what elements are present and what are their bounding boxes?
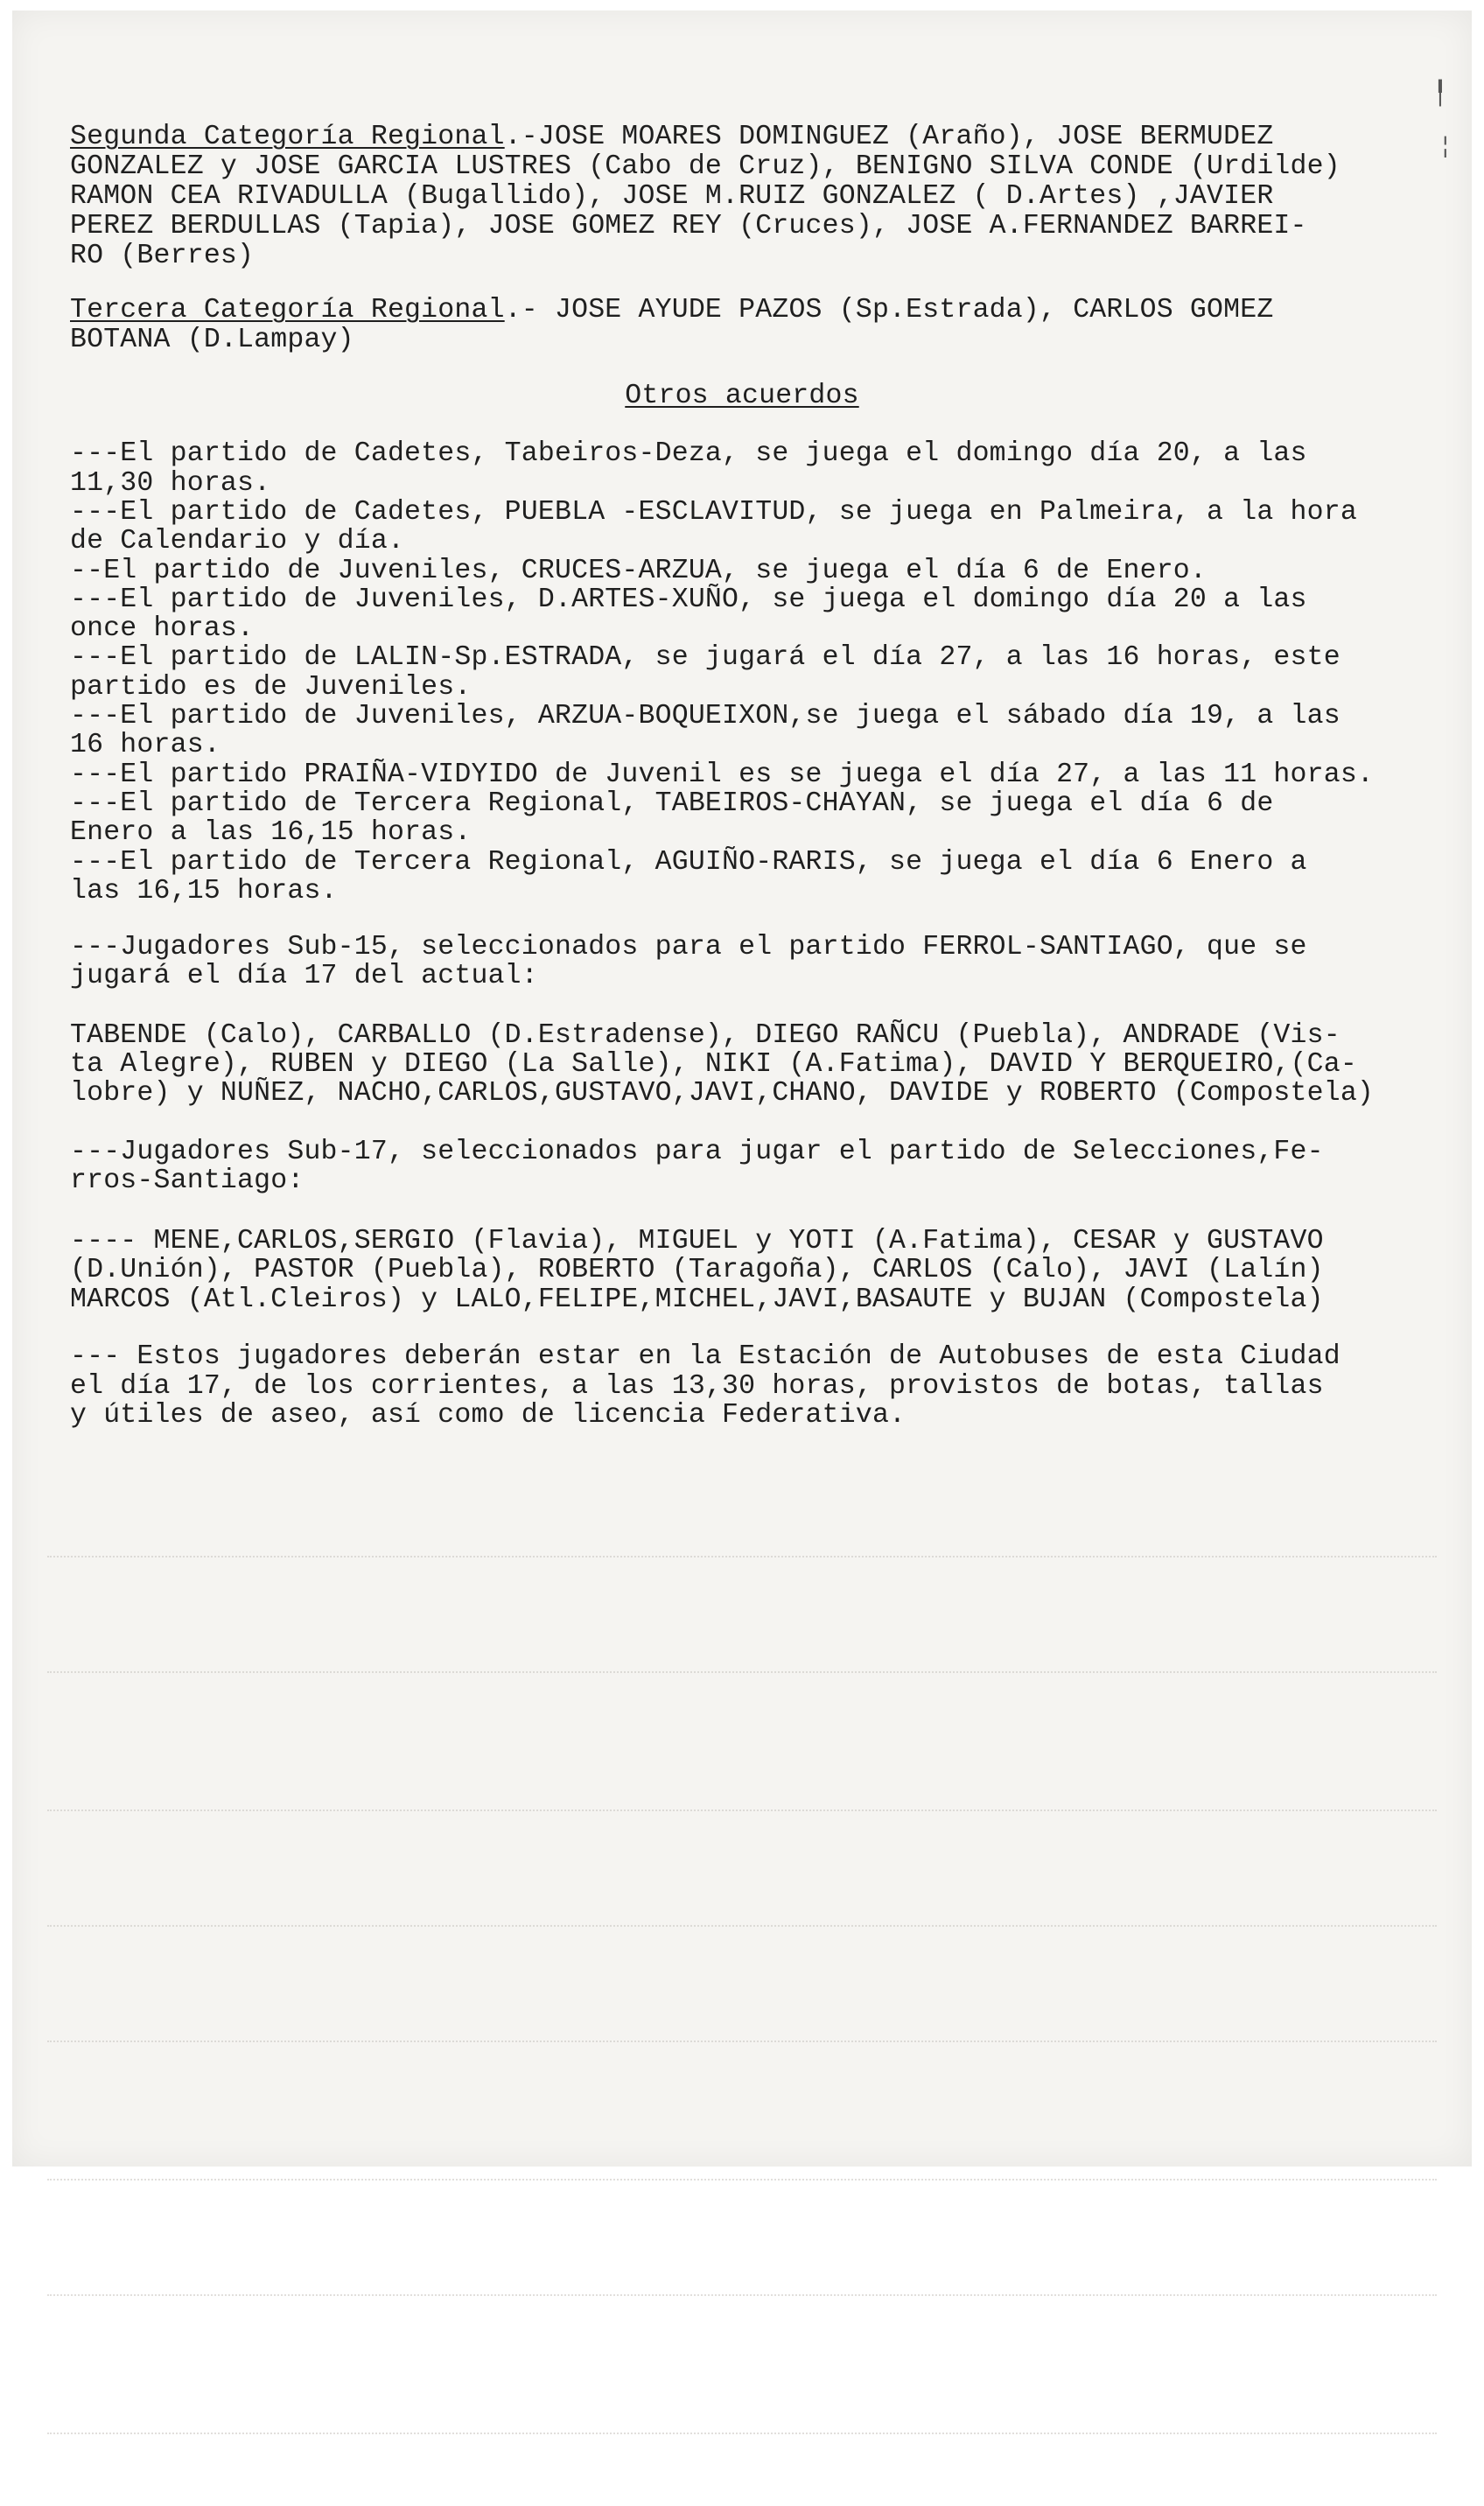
acuerdo-line: ---El partido de Juveniles, ARZUA-BOQUEIXON,se juega el sábado día 19, a las (70, 701, 1340, 732)
segunda-heading: Segunda Categoría Regional (70, 122, 505, 152)
acuerdo-line: las 16,15 horas. (70, 876, 338, 906)
nota-line-2: el día 17, de los corrientes, a las 13,30 horas, provistos de botas, tallas (70, 1371, 1324, 1402)
segunda-line-1 (70, 122, 1273, 152)
tercera-line-2: BOTANA (D.Lampay) (70, 325, 354, 355)
tercera-line-1 (70, 296, 1273, 326)
acuerdo-line: ---El partido de LALIN-Sp.ESTRADA, se jugará el día 27, a las 16 horas, este (70, 642, 1340, 673)
sub15-players-1: TABENDE (Calo), CARBALLO (D.Estradense), DIEGO RAÑCU (Puebla), ANDRADE (Vis- (70, 1020, 1340, 1051)
sub15-line-1: ---Jugadores Sub-15, seleccionados para el partido FERROL-SANTIAGO, que se (70, 932, 1307, 962)
segunda-line-5: RO (Berres) (70, 241, 255, 271)
acuerdo-line: --El partido de Juveniles, CRUCES-ARZUA, se juega el día 6 de Enero. (70, 556, 1208, 586)
sub15-players-3: lobre) y NUÑEZ, NACHO,CARLOS,GUSTAVO,JAVI,CHANO, DAVIDE y ROBERTO (Compostela) (70, 1078, 1375, 1109)
typewritten-page (12, 10, 1472, 2166)
ink-mark: ╿ (1433, 81, 1447, 108)
sub17-players-1: ---- MENE,CARLOS,SERGIO (Flavia), MIGUEL y YOTI (A.Fatima), CESAR y GUSTAVO (70, 1226, 1324, 1256)
ink-mark: ¦ (1438, 133, 1452, 159)
sub15-line-2: jugará el día 17 del actual: (70, 961, 538, 991)
acuerdo-line: ---El partido de Tercera Regional, AGUIÑO-RARIS, se juega el día 6 Enero a (70, 847, 1307, 878)
show-through-texture (47, 1454, 1437, 1979)
segunda-text: .-JOSE MOARES DOMINGUEZ (Araño), JOSE BERMUDEZ (504, 122, 1274, 152)
sub17-players-2: (D.Unión), PASTOR (Puebla), ROBERTO (Taragoña), CARLOS (Calo), JAVI (Lalín) (70, 1255, 1324, 1285)
segunda-line-3: RAMON CEA RIVADULLA (Bugallido), JOSE M.RUIZ GONZALEZ ( D.Artes) ,JAVIER (70, 181, 1274, 212)
acuerdo-line: Enero a las 16,15 horas. (70, 817, 472, 848)
nota-line-1: --- Estos jugadores deberán estar en la Estación de Autobuses de esta Ciudad (70, 1341, 1340, 1372)
sub15-players-2: ta Alegre), RUBEN y DIEGO (La Salle), NIKI (A.Fatima), DAVID Y BERQUEIRO,(Ca- (70, 1049, 1357, 1080)
acuerdo-line: ---El partido de Juveniles, D.ARTES-XUÑO, se juega el domingo día 20 a las (70, 584, 1307, 615)
sub17-line-1: ---Jugadores Sub-17, seleccionados para jugar el partido de Selecciones,Fe- (70, 1137, 1324, 1167)
acuerdo-line: ---El partido PRAIÑA-VIDYIDO de Juvenil es se juega el día 27, a las 11 horas. (70, 760, 1375, 790)
tercera-heading: Tercera Categoría Regional (70, 295, 505, 326)
acuerdo-line: 11,30 horas. (70, 468, 271, 499)
acuerdo-line: ---El partido de Cadetes, PUEBLA -ESCLAVITUD, se juega en Palmeira, a la hora (70, 497, 1357, 528)
segunda-line-4: PEREZ BERDULLAS (Tapia), JOSE GOMEZ REY (Cruces), JOSE A.FERNANDEZ BARREI- (70, 211, 1307, 242)
otros-heading: Otros acuerdos (625, 381, 859, 411)
sub17-players-3: MARCOS (Atl.Cleiros) y LALO,FELIPE,MICHEL,JAVI,BASAUTE y BUJAN (Compostela) (70, 1284, 1324, 1315)
acuerdo-line: partido es de Juveniles. (70, 672, 472, 703)
segunda-line-2: GONZALEZ y JOSE GARCIA LUSTRES (Cabo de Cruz), BENIGNO SILVA CONDE (Urdilde) (70, 151, 1340, 182)
sub17-line-2: rros-Santiago: (70, 1166, 304, 1196)
acuerdo-line: de Calendario y día. (70, 526, 405, 556)
acuerdo-line: ---El partido de Cadetes, Tabeiros-Deza, se juega el domingo día 20, a las (70, 438, 1307, 469)
acuerdo-line: once horas. (70, 613, 255, 644)
tercera-text: .- JOSE AYUDE PAZOS (Sp.Estrada), CARLOS GOMEZ (504, 295, 1274, 326)
nota-line-3: y útiles de aseo, así como de licencia Federativa. (70, 1400, 906, 1431)
acuerdo-line: 16 horas. (70, 730, 220, 760)
acuerdo-line: ---El partido de Tercera Regional, TABEIROS-CHAYAN, se juega el día 6 de (70, 788, 1274, 819)
otros-heading-row (12, 382, 1472, 411)
